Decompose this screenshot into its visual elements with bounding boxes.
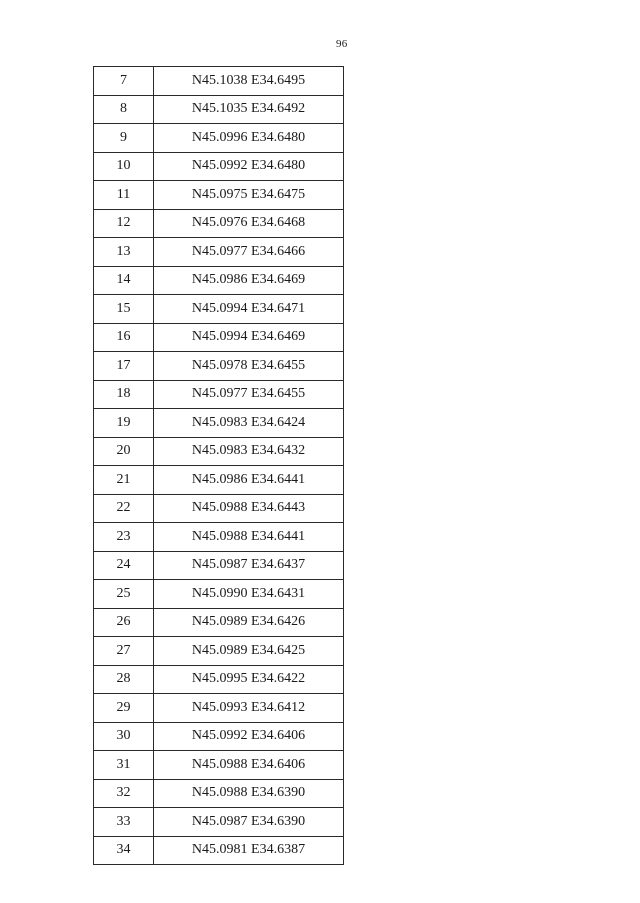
table-row [94, 209, 344, 238]
coordinate-cell: N45.0983 E34.6432 [154, 437, 344, 466]
point-number-cell: 14 [94, 266, 154, 295]
point-number-cell: 34 [94, 836, 154, 865]
coordinate-cell: N45.0988 E34.6406 [154, 751, 344, 780]
coordinates-table [93, 66, 344, 865]
coordinate-cell: N45.0989 E34.6425 [154, 637, 344, 666]
point-number-cell: 25 [94, 580, 154, 609]
table-row [94, 437, 344, 466]
table-row [94, 295, 344, 324]
coordinate-cell: N45.0990 E34.6431 [154, 580, 344, 609]
coordinate-cell: N45.0992 E34.6480 [154, 152, 344, 181]
coordinate-cell: N45.0988 E34.6390 [154, 779, 344, 808]
point-number-cell: 28 [94, 665, 154, 694]
page-number: 96 [336, 38, 348, 50]
point-number-cell: 30 [94, 722, 154, 751]
point-number-cell: 16 [94, 323, 154, 352]
coordinates-table-body [94, 67, 344, 865]
coordinate-cell: N45.0987 E34.6390 [154, 808, 344, 837]
table-row [94, 409, 344, 438]
point-number-cell: 12 [94, 209, 154, 238]
coordinate-cell: N45.0978 E34.6455 [154, 352, 344, 381]
coordinate-cell: N45.1035 E34.6492 [154, 95, 344, 124]
point-number-cell: 15 [94, 295, 154, 324]
point-number-cell: 31 [94, 751, 154, 780]
point-number-cell: 9 [94, 124, 154, 153]
point-number-cell: 33 [94, 808, 154, 837]
table-row [94, 95, 344, 124]
point-number-cell: 7 [94, 67, 154, 96]
table-row [94, 751, 344, 780]
point-number-cell: 11 [94, 181, 154, 210]
point-number-cell: 13 [94, 238, 154, 267]
coordinate-cell: N45.0989 E34.6426 [154, 608, 344, 637]
coordinate-cell: N45.0993 E34.6412 [154, 694, 344, 723]
table-row [94, 836, 344, 865]
coordinate-cell: N45.0992 E34.6406 [154, 722, 344, 751]
coordinate-cell: N45.0986 E34.6441 [154, 466, 344, 495]
coordinate-cell: N45.0977 E34.6466 [154, 238, 344, 267]
point-number-cell: 29 [94, 694, 154, 723]
table-row [94, 181, 344, 210]
table-row [94, 124, 344, 153]
point-number-cell: 17 [94, 352, 154, 381]
coordinate-cell: N45.0994 E34.6469 [154, 323, 344, 352]
point-number-cell: 22 [94, 494, 154, 523]
point-number-cell: 32 [94, 779, 154, 808]
coordinate-cell: N45.0977 E34.6455 [154, 380, 344, 409]
point-number-cell: 20 [94, 437, 154, 466]
table-row [94, 694, 344, 723]
coordinate-cell: N45.0996 E34.6480 [154, 124, 344, 153]
table-row [94, 637, 344, 666]
coordinate-cell: N45.0983 E34.6424 [154, 409, 344, 438]
point-number-cell: 23 [94, 523, 154, 552]
coordinate-cell: N45.0987 E34.6437 [154, 551, 344, 580]
coordinate-cell: N45.1038 E34.6495 [154, 67, 344, 96]
point-number-cell: 10 [94, 152, 154, 181]
table-row [94, 323, 344, 352]
point-number-cell: 21 [94, 466, 154, 495]
table-row [94, 266, 344, 295]
point-number-cell: 26 [94, 608, 154, 637]
coordinate-cell: N45.0976 E34.6468 [154, 209, 344, 238]
table-row [94, 665, 344, 694]
table-row [94, 808, 344, 837]
coordinate-cell: N45.0986 E34.6469 [154, 266, 344, 295]
coordinate-cell: N45.0988 E34.6441 [154, 523, 344, 552]
point-number-cell: 19 [94, 409, 154, 438]
table-row [94, 380, 344, 409]
point-number-cell: 27 [94, 637, 154, 666]
table-row [94, 494, 344, 523]
table-row [94, 608, 344, 637]
coordinate-cell: N45.0995 E34.6422 [154, 665, 344, 694]
table-row [94, 722, 344, 751]
point-number-cell: 8 [94, 95, 154, 124]
point-number-cell: 18 [94, 380, 154, 409]
point-number-cell: 24 [94, 551, 154, 580]
coordinate-cell: N45.0981 E34.6387 [154, 836, 344, 865]
table-row [94, 551, 344, 580]
coordinate-cell: N45.0988 E34.6443 [154, 494, 344, 523]
table-row [94, 352, 344, 381]
table-row [94, 466, 344, 495]
table-row [94, 580, 344, 609]
table-row [94, 779, 344, 808]
table-row [94, 523, 344, 552]
table-row [94, 238, 344, 267]
coordinate-cell: N45.0975 E34.6475 [154, 181, 344, 210]
table-row [94, 67, 344, 96]
table-row [94, 152, 344, 181]
coordinate-cell: N45.0994 E34.6471 [154, 295, 344, 324]
